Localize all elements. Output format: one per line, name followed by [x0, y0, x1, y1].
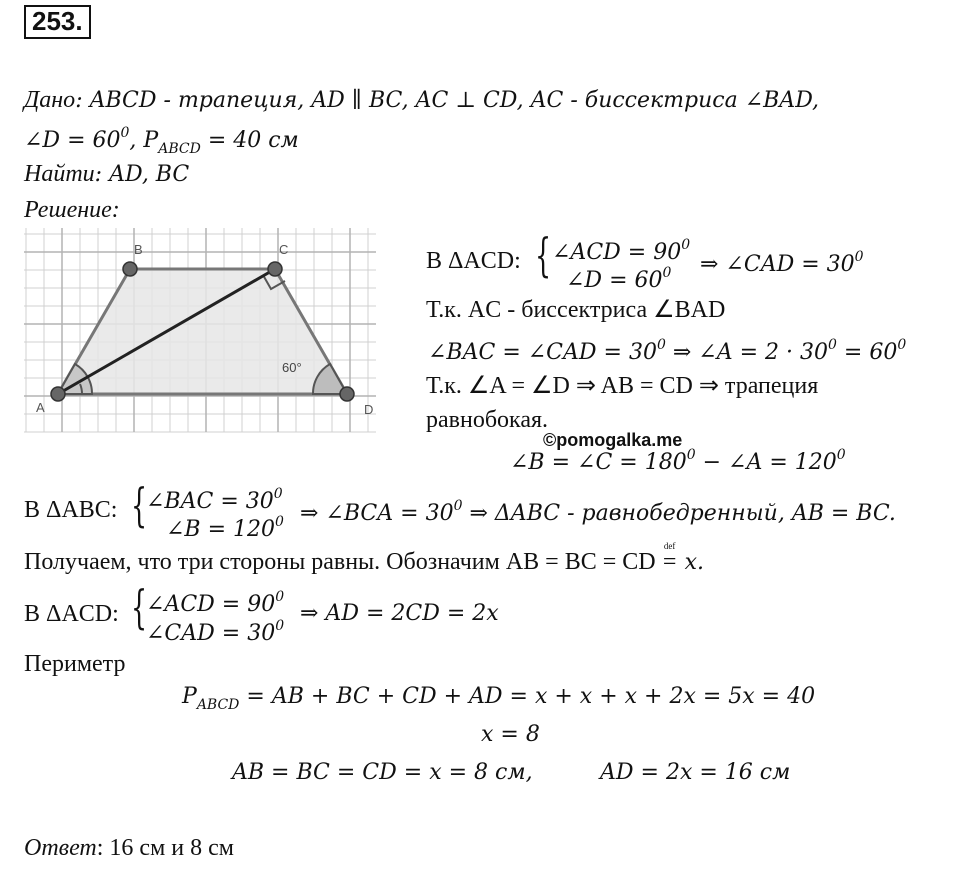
angle-d: ∠D = 60 — [24, 128, 121, 153]
r3-a: ∠BAC = ∠CAD = 30 — [428, 340, 657, 365]
point-b — [123, 262, 137, 276]
perimeter-equation — [182, 686, 815, 712]
degree: 0 — [686, 447, 696, 463]
r1-result — [700, 250, 864, 276]
degree: 0 — [656, 337, 666, 353]
r2: Т.к. AC - биссектриса ∠BAD — [426, 297, 726, 323]
r1-case1-text: ∠ACD = 90 — [552, 240, 682, 265]
degree: 0 — [897, 337, 907, 353]
find-text: : AD, BC — [94, 162, 190, 187]
abc-result-text: ⇒ ∠BCA = 30 — [300, 501, 454, 526]
r1-case1 — [552, 238, 690, 264]
r1-prefix — [426, 249, 521, 273]
final-sides: AB = BC = CD = x = 8 см, — [232, 760, 533, 785]
brace-1: { — [535, 228, 552, 282]
abc-result2-text: ⇒ ΔABC - равнобедренный, AB = BC. — [462, 501, 896, 526]
r3-b: ⇒ ∠A = 2 · 30 — [665, 340, 829, 365]
final-ad: AD = 2x = 16 см — [600, 760, 791, 785]
degree: 0 — [275, 618, 285, 634]
perim-sub: ABCD — [196, 697, 240, 713]
point-a — [51, 387, 65, 401]
perim-p: P — [182, 684, 197, 709]
abc-case2 — [166, 515, 284, 541]
r3-c: = 60 — [836, 340, 898, 365]
acd-case2 — [146, 619, 284, 645]
acd-case2-text: ∠CAD = 30 — [146, 621, 276, 646]
given-line-2 — [24, 126, 299, 156]
degree: 0 — [854, 249, 864, 265]
def-mark: def — [663, 541, 676, 551]
abc-result — [300, 499, 896, 525]
perimeter-symbol: , P — [129, 128, 159, 153]
brace-3: { — [131, 580, 148, 634]
r1-case2-text: ∠D = 60 — [566, 268, 663, 293]
perimeter-label: Периметр — [24, 651, 126, 677]
r6-b: − ∠A = 120 — [695, 450, 837, 475]
trapezoid-figure — [24, 228, 384, 438]
find-label: Найти — [24, 161, 95, 187]
acd-result: ⇒ AD = 2CD = 2x — [300, 601, 499, 626]
angle-label: 60° — [282, 360, 302, 375]
abc-case1 — [146, 487, 283, 513]
solution-label: Решение: — [24, 197, 120, 223]
perimeter-subscript: ABCD — [158, 141, 201, 157]
abc-prefix: В ΔABC: — [24, 497, 118, 523]
degree: 0 — [275, 589, 285, 605]
r3 — [428, 338, 906, 364]
problem-number: 253. — [24, 5, 91, 39]
three-sides — [24, 541, 704, 575]
degree: 0 — [120, 125, 130, 141]
given-label: Дано — [24, 87, 76, 113]
degree: 0 — [662, 265, 672, 281]
r1-case2 — [566, 266, 671, 292]
label-d: D — [364, 402, 374, 417]
abc-case2-text: ∠B = 120 — [166, 517, 276, 542]
r1-result-text: ⇒ ∠CAD = 30 — [700, 252, 855, 277]
x-equation: x = 8 — [481, 722, 540, 747]
answer-label: Ответ — [24, 835, 97, 861]
r5: равнобокая. — [426, 407, 549, 433]
degree: 0 — [275, 514, 284, 530]
acd-case1-text: ∠ACD = 90 — [146, 592, 276, 617]
r6-a: ∠B = ∠C = 180 — [510, 450, 687, 475]
r1-prefix-text: В ΔACD: — [426, 248, 521, 274]
watermark: ©pomogalka.me — [543, 430, 683, 450]
degree: 0 — [453, 498, 463, 514]
label-a: A — [36, 400, 45, 415]
find-line — [24, 162, 189, 186]
label-c: C — [279, 242, 289, 257]
three-sides-x: x. — [677, 550, 704, 575]
answer-line — [24, 836, 234, 860]
degree: 0 — [828, 337, 837, 353]
answer-text: : 16 см и 8 см — [96, 835, 234, 861]
abc-case1-text: ∠BAC = 30 — [146, 489, 274, 514]
three-sides-text: Получаем, что три стороны равны. Обозначим AB = BC = CD — [24, 549, 662, 575]
degree: 0 — [836, 447, 846, 463]
point-c — [268, 262, 282, 276]
given-line-1 — [24, 88, 819, 112]
perim-eq: = AB + BC + CD + AD = x + x + x + 2x = 5x = 40 — [239, 684, 816, 709]
brace-2: { — [131, 478, 148, 532]
given-text: : ABCD - трапеция, AD ∥ BC, AC ⊥ CD, AC - биссектриса ∠BAD, — [75, 88, 820, 113]
degree: 0 — [681, 237, 691, 253]
perimeter-value: = 40 см — [200, 128, 299, 153]
acd-case1 — [146, 590, 284, 616]
point-d — [340, 387, 354, 401]
acd-prefix: В ΔACD: — [24, 601, 119, 627]
label-b: B — [134, 242, 143, 257]
r6 — [510, 448, 846, 474]
def-equals: def = — [662, 541, 677, 575]
r4: Т.к. ∠A = ∠D ⇒ AB = CD ⇒ трапеция — [426, 373, 819, 399]
degree: 0 — [273, 486, 283, 502]
